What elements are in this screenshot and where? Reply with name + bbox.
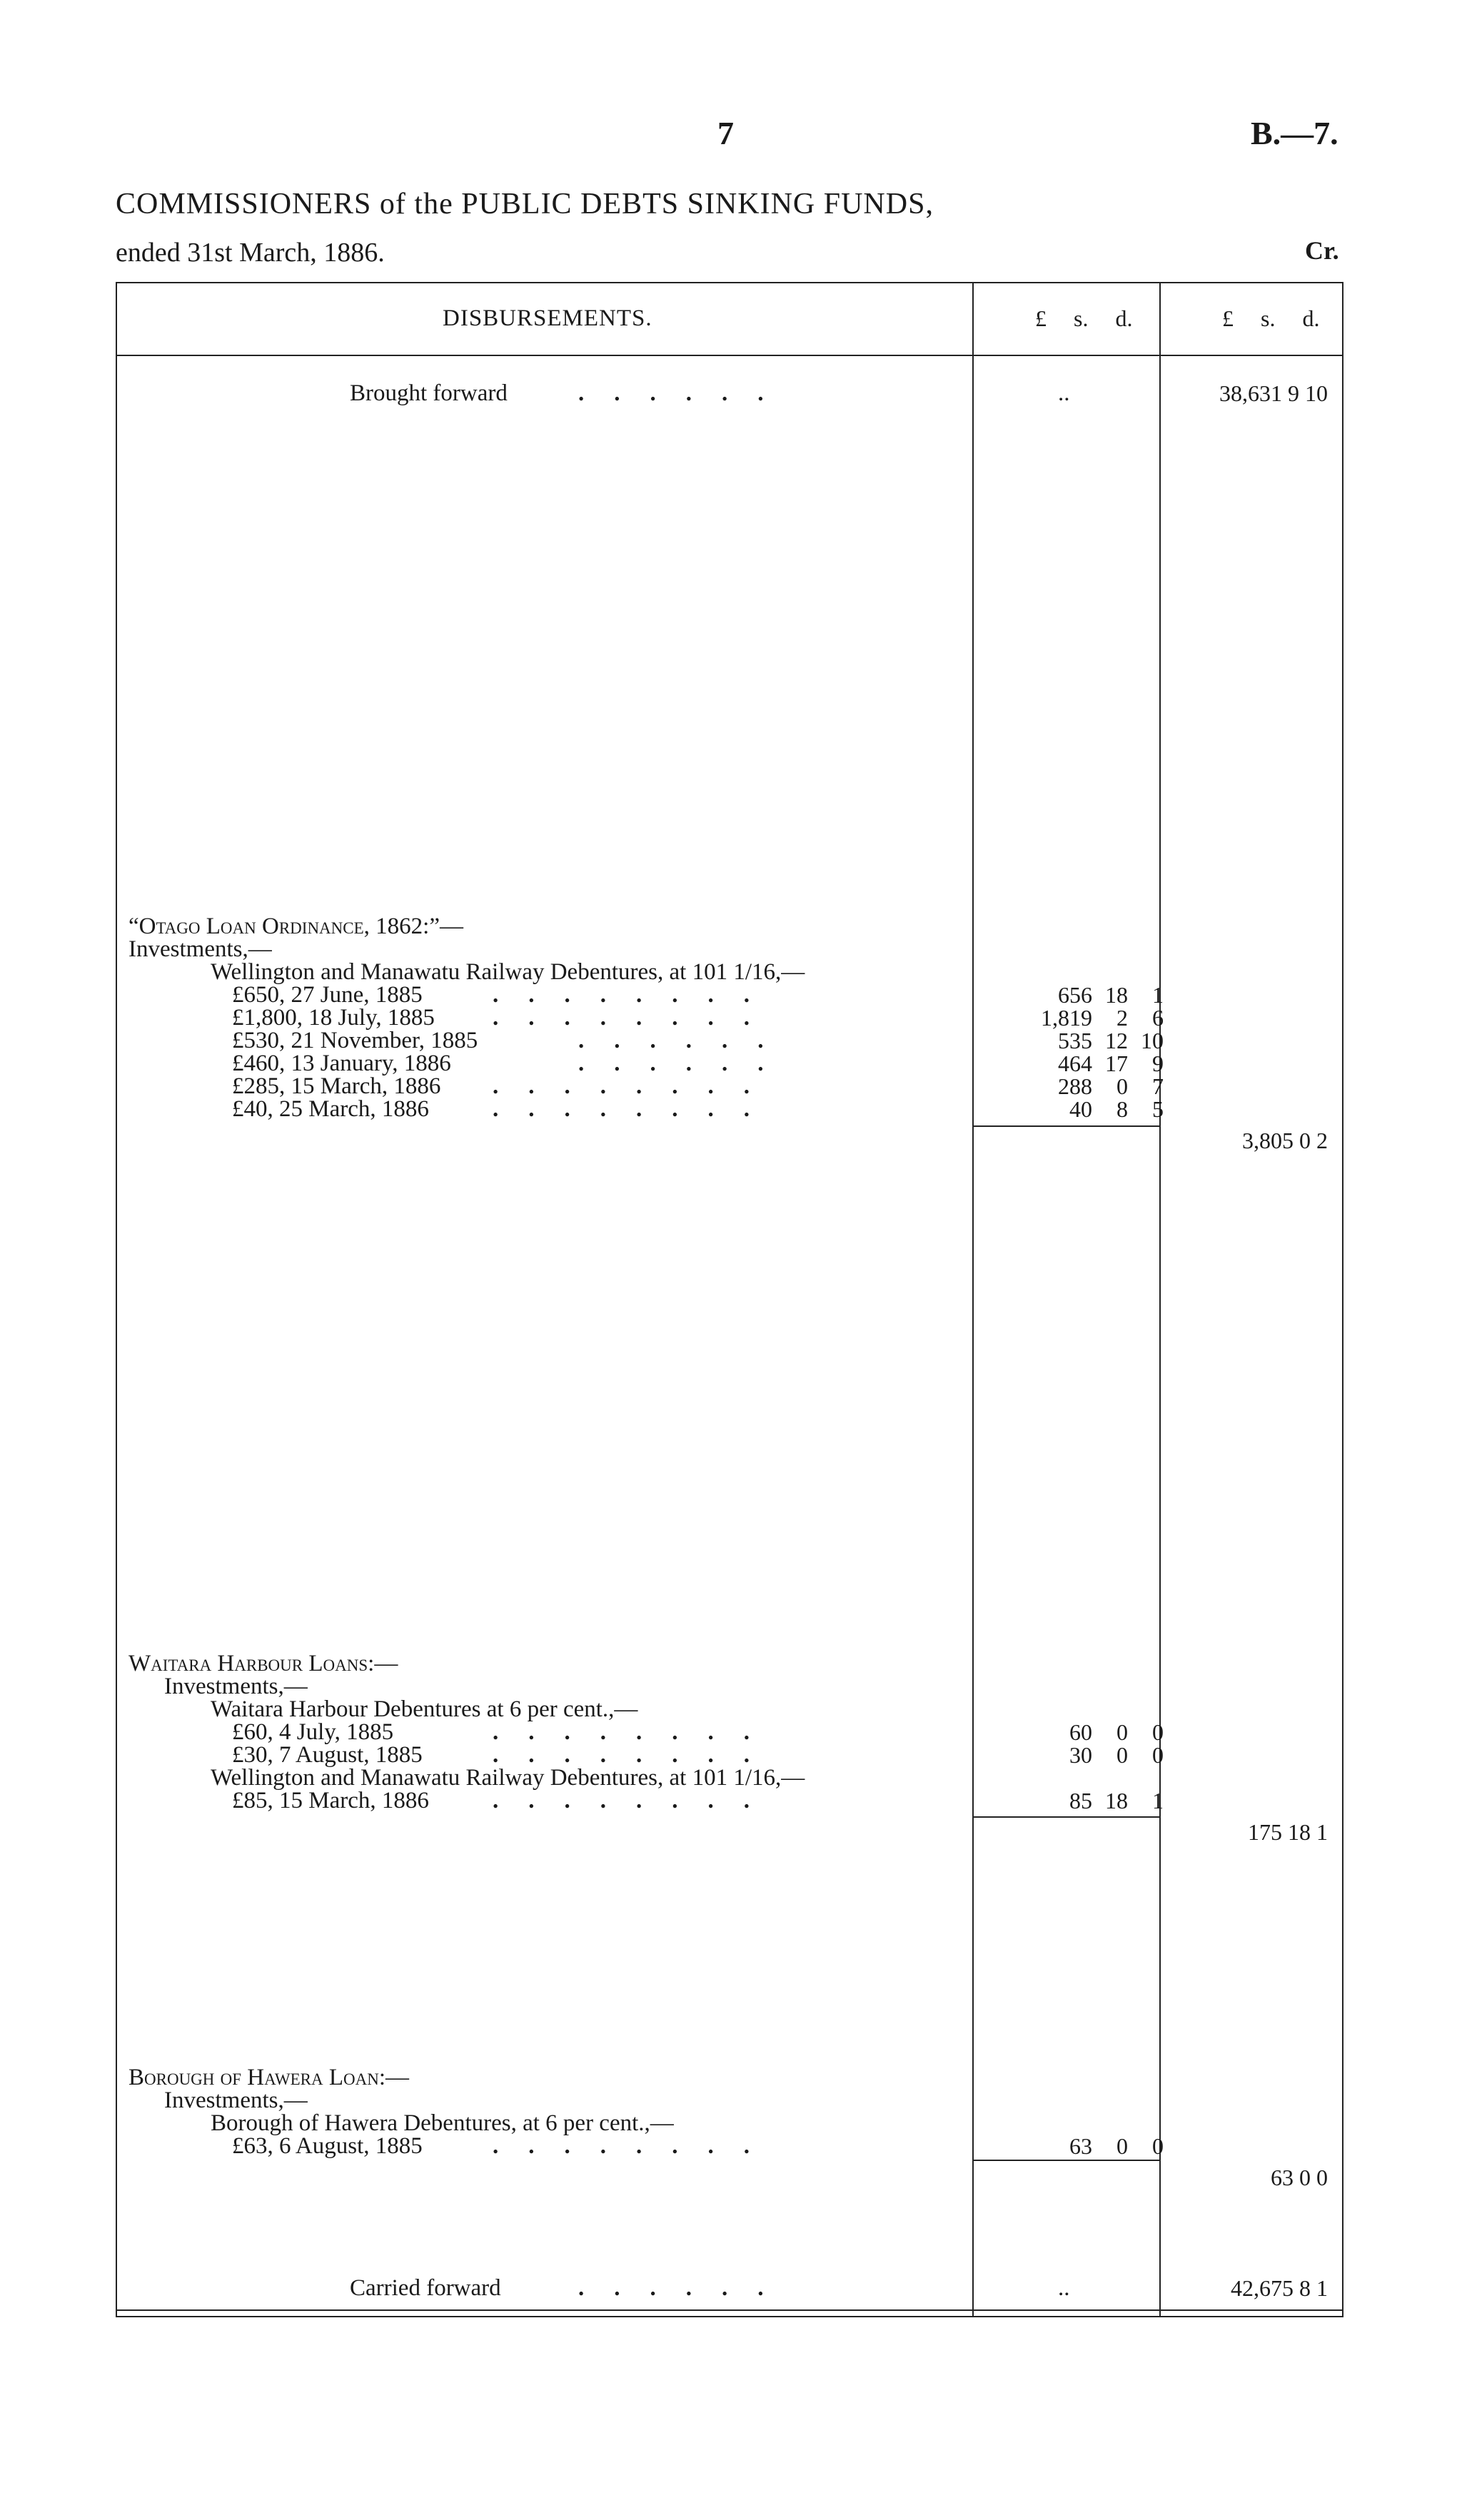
otago-item-pounds: 464 — [1058, 1051, 1092, 1076]
otago-item-pence: 5 — [1152, 1096, 1164, 1122]
otago-item-shillings: 8 — [1116, 1096, 1128, 1122]
waitara-item-pence: 0 — [1152, 1719, 1164, 1745]
waitara-section-total: 175 18 1 — [1248, 1819, 1328, 1845]
otago-item-shillings: 18 — [1105, 982, 1128, 1008]
waitara-item-pence: 1 — [1152, 1788, 1164, 1813]
disbursements-table — [116, 282, 1344, 2319]
otago-item-shillings: 0 — [1116, 1073, 1128, 1099]
otago-investments-label: Investments,— — [128, 936, 272, 962]
waitara-item-label: £60, 4 July, 1885 — [232, 1719, 394, 1745]
otago-loan-heading: “Otago Loan Ordinance, 1862:”— — [128, 914, 463, 939]
credit-side-label: Cr. — [1305, 236, 1339, 265]
waitara-investments-label: Investments,— — [164, 1674, 308, 1699]
leader-dots: ........ — [493, 982, 780, 1008]
waitara-item-shillings: 0 — [1116, 1742, 1128, 1768]
hawera-item-pounds: 63 — [1069, 2133, 1092, 2159]
hawera-debenture-description: Borough of Hawera Debentures, at 6 per cent.,— — [211, 2110, 674, 2136]
carried-forward-label: Carried forward — [350, 2275, 501, 2301]
leader-dots: ...... — [578, 1051, 794, 1076]
otago-item-label: £1,800, 18 July, 1885 — [232, 1005, 435, 1031]
leader-dots: ........ — [493, 1005, 780, 1031]
hawera-item-shillings: 0 — [1116, 2133, 1128, 2159]
page-subtitle: ended 31st March, 1886. — [116, 238, 385, 268]
otago-item-label: £650, 27 June, 1885 — [232, 982, 423, 1008]
otago-item-shillings: 17 — [1105, 1051, 1128, 1076]
waitara-railway-description: Wellington and Manawatu Railway Debentures, at 101 1/16,— — [211, 1765, 805, 1791]
leader-dots: ...... — [578, 2275, 794, 2301]
page-number: 7 — [717, 115, 734, 151]
otago-item-shillings: 2 — [1116, 1005, 1128, 1031]
leader-dots: ........ — [493, 1788, 780, 1813]
waitara-debenture-description: Waitara Harbour Debentures at 6 per cent.,— — [211, 1696, 638, 1722]
currency-heading-totals: £ s. d. — [1222, 305, 1320, 331]
leader-dots: ........ — [493, 1073, 780, 1099]
hawera-loan-heading: Borough of Hawera Loan:— — [128, 2065, 410, 2090]
leader-dots: ...... — [578, 380, 794, 406]
waitara-item-pounds: 30 — [1069, 1742, 1092, 1768]
otago-item-pounds: 1,819 — [1041, 1005, 1092, 1031]
otago-debenture-description: Wellington and Manawatu Railway Debentures, at 101 1/16,— — [211, 959, 805, 985]
currency-heading-items: £ s. d. — [1035, 305, 1133, 331]
otago-item-pounds: 40 — [1069, 1096, 1092, 1122]
otago-item-pence: 1 — [1152, 982, 1164, 1008]
waitara-item-label: £30, 7 August, 1885 — [232, 1742, 423, 1768]
otago-item-pence: 9 — [1152, 1051, 1164, 1076]
waitara-item-label: £85, 15 March, 1886 — [232, 1788, 429, 1813]
otago-section-total: 3,805 0 2 — [1242, 1128, 1328, 1153]
brought-forward-label: Brought forward — [350, 380, 508, 406]
otago-item-label: £285, 15 March, 1886 — [232, 1073, 441, 1099]
hawera-investments-label: Investments,— — [164, 2088, 308, 2113]
carried-forward-items-value: .. — [1058, 2275, 1070, 2301]
waitara-item-pounds: 85 — [1069, 1788, 1092, 1813]
brought-forward-items-value: .. — [1058, 380, 1070, 406]
carried-forward-total: 42,675 8 1 — [1231, 2275, 1328, 2301]
hawera-item-pence: 0 — [1152, 2133, 1164, 2159]
leader-dots: ........ — [493, 1742, 780, 1768]
otago-item-label: £460, 13 January, 1886 — [232, 1051, 451, 1076]
leader-dots: ........ — [493, 2133, 780, 2159]
otago-item-pence: 7 — [1152, 1073, 1164, 1099]
waitara-item-shillings: 18 — [1105, 1788, 1128, 1813]
leader-dots: ...... — [578, 1028, 794, 1053]
otago-item-shillings: 12 — [1105, 1028, 1128, 1053]
page-title: COMMISSIONERS of the PUBLIC DEBTS SINKING FUNDS, — [116, 188, 934, 221]
otago-item-pounds: 656 — [1058, 982, 1092, 1008]
otago-item-pounds: 535 — [1058, 1028, 1092, 1053]
waitara-loans-heading: Waitara Harbour Loans:— — [128, 1651, 398, 1676]
hawera-section-total: 63 0 0 — [1271, 2165, 1328, 2190]
otago-item-label: £40, 25 March, 1886 — [232, 1096, 429, 1122]
leader-dots: ........ — [493, 1719, 780, 1745]
otago-item-pence: 10 — [1141, 1028, 1164, 1053]
otago-item-pounds: 288 — [1058, 1073, 1092, 1099]
waitara-item-pence: 0 — [1152, 1742, 1164, 1768]
waitara-item-shillings: 0 — [1116, 1719, 1128, 1745]
hawera-item-label: £63, 6 August, 1885 — [232, 2133, 423, 2159]
otago-item-label: £530, 21 November, 1885 — [232, 1028, 478, 1053]
disbursements-column-heading: DISBURSEMENTS. — [443, 305, 652, 331]
document-reference: B.—7. — [1251, 115, 1339, 151]
brought-forward-total: 38,631 9 10 — [1219, 380, 1328, 406]
leader-dots: ........ — [493, 1096, 780, 1122]
otago-item-pence: 6 — [1152, 1005, 1164, 1031]
waitara-item-pounds: 60 — [1069, 1719, 1092, 1745]
